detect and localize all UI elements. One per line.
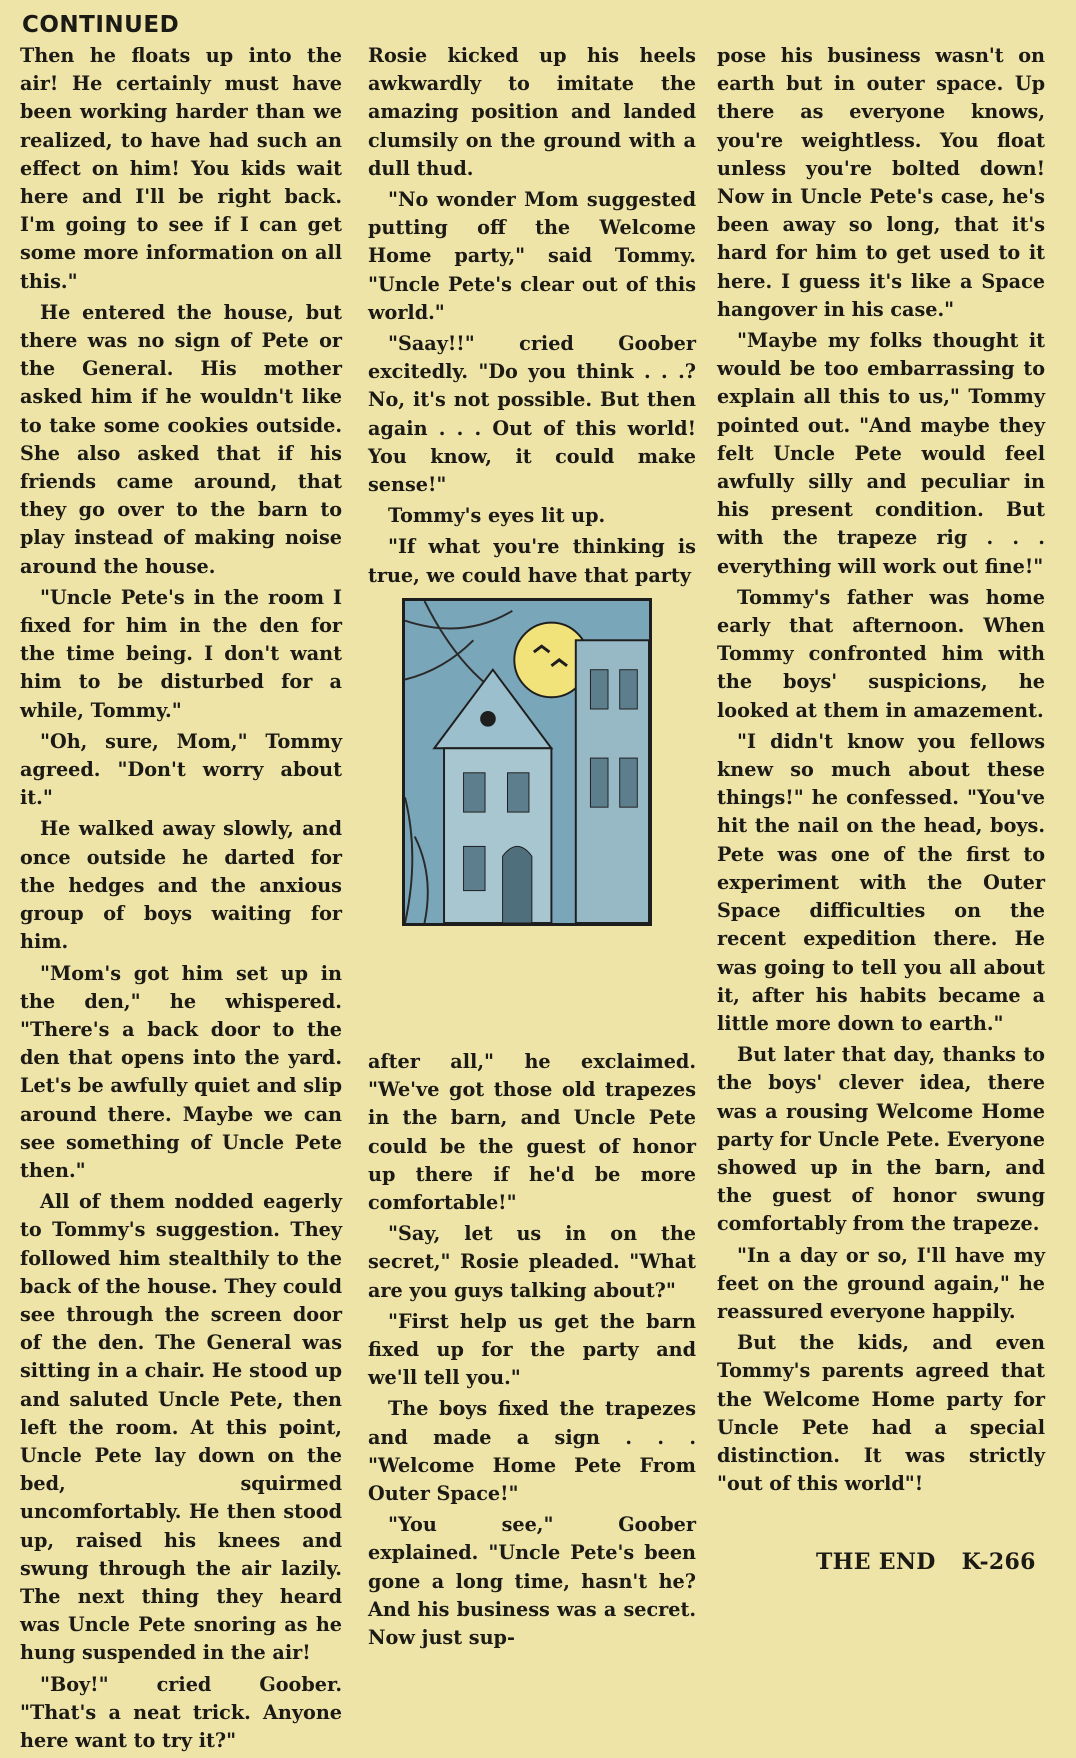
paragraph: All of them nodded eagerly to Tommy's suggestion. They followed him stealthily to the back of the house. They could see through the screen door of the den. The General was sitting in a chair. He stood up and saluted Uncle Pete, then left the room. At this point, Uncle Pete lay down on the bed, squirmed uncomfortably. He then stood up, raised his knees and swung through the air lazily. The next thing they heard was Uncle Pete snoring as he hung suspended in the air! xyxy=(20,1190,342,1665)
paragraph: The boys fixed the trapezes and made a sign . . . "Welcome Home Pete From Outer Space!" xyxy=(368,1397,696,1506)
footer xyxy=(816,1549,1054,1575)
paragraph: "You see," Goober explained. "Uncle Pete's been gone a long time, hasn't he? And his business was a secret. Now just sup- xyxy=(368,1513,696,1650)
continued-heading: CONTINUED xyxy=(22,12,180,38)
column-middle-top xyxy=(368,42,696,593)
house-moon-drawing xyxy=(405,601,649,923)
paragraph: He entered the house, but there was no sign of Pete or the General. His mother asked him if he wouldn't like to take some cookies outside. She also asked that if his friends came around, that they go over to the barn to play instead of making noise around the house. xyxy=(20,300,342,578)
paragraph: Rosie kicked up his heels awkwardly to imitate the amazing position and landed clumsily on the ground with a dull thud. xyxy=(368,44,696,180)
paragraph: "Say, let us in on the secret," Rosie pleaded. "What are you guys talking about?" xyxy=(368,1222,696,1302)
paragraph: Tommy's father was home early that afternoon. When Tommy confronted him with the boys' suspicions, he looked at them in amazement. xyxy=(717,585,1045,722)
paragraph: after all," he exclaimed. "We've got those old trapezes in the barn, and Uncle Pete could be the guest of honor up there if he'd be more comfortable!" xyxy=(368,1050,696,1215)
column-left xyxy=(20,42,342,1758)
the-end-label: THE END xyxy=(816,1549,936,1575)
paragraph: "Saay!!" cried Goober excitedly. "Do you think . . .? No, it's not possible. But then again . . . Out of this world! You know, it could make sense!" xyxy=(368,332,696,497)
paragraph: "Uncle Pete's in the room I fixed for him in the den for the time being. I don't want him to be disturbed for a while, Tommy." xyxy=(20,585,342,722)
paragraph: He walked away slowly, and once outside he darted for the hedges and the anxious group of boys waiting for him. xyxy=(20,817,342,954)
column-right xyxy=(717,42,1045,1501)
paragraph: pose his business wasn't on earth but in outer space. Up there as everyone knows, you're weightless. You float unless you're bolted down! Now in Uncle Pete's case, he's been away so long, that it's hard for him to get used to it here. I guess it's like a Space hangover in his case." xyxy=(717,44,1045,321)
haunted-house-illustration xyxy=(402,598,652,926)
paragraph: "I didn't know you fellows knew so much about these things!" he confessed. "You've hit the nail on the head, boys. Pete was one of the first to experiment with the Outer Space difficulties on the recent expedition there. He was going to tell you all about it, after his habits became a little more down to earth." xyxy=(717,729,1045,1035)
paragraph: "Boy!" cried Goober. "That's a neat trick. Anyone here want to try it?" xyxy=(20,1672,342,1752)
paragraph: "Maybe my folks thought it would be too embarrassing to explain all this to us," Tommy pointed out. "And maybe they felt Uncle Pete would feel awfully silly and peculiar in his present condition. But with the trapeze rig . . . everything will work out fine!" xyxy=(717,329,1045,578)
paragraph: Tommy's eyes lit up. xyxy=(388,504,606,528)
paragraph: But later that day, thanks to the boys' clever idea, there was a rousing Welcome Home party for Uncle Pete. Everyone showed up in the barn, and the guest of honor swung comfortably from the trapeze. xyxy=(717,1043,1045,1236)
paragraph: "No wonder Mom suggested putting off the Welcome Home party," said Tommy. "Uncle Pete's clear out of this world." xyxy=(368,188,696,324)
paragraph: "First help us get the barn fixed up for the party and we'll tell you." xyxy=(368,1309,696,1390)
paragraph: "In a day or so, I'll have my feet on the ground again," he reassured everyone happily. xyxy=(717,1243,1045,1323)
paragraph: "Mom's got him set up in the den," he whispered. "There's a back door to the den that opens into the yard. Let's be awfully quiet and slip around there. Maybe we can see something of Uncle Pete then." xyxy=(20,961,342,1182)
paragraph: Then he floats up into the air! He certainly must have been working harder than we realized, to have had such an effect on him! You kids wait here and I'll be right back. I'm going to see if I can get some more information on all this." xyxy=(20,44,342,293)
paragraph: "If what you're thinking is true, we could have that party xyxy=(368,535,696,587)
paragraph: But the kids, and even Tommy's parents agreed that the Welcome Home party for Uncle Pete had a special distinction. It was strictly "out of this world"! xyxy=(717,1331,1045,1496)
paragraph: "Oh, sure, Mom," Tommy agreed. "Don't worry about it." xyxy=(20,729,342,810)
page-code: K-266 xyxy=(961,1549,1036,1575)
column-middle-bottom xyxy=(368,1048,696,1655)
